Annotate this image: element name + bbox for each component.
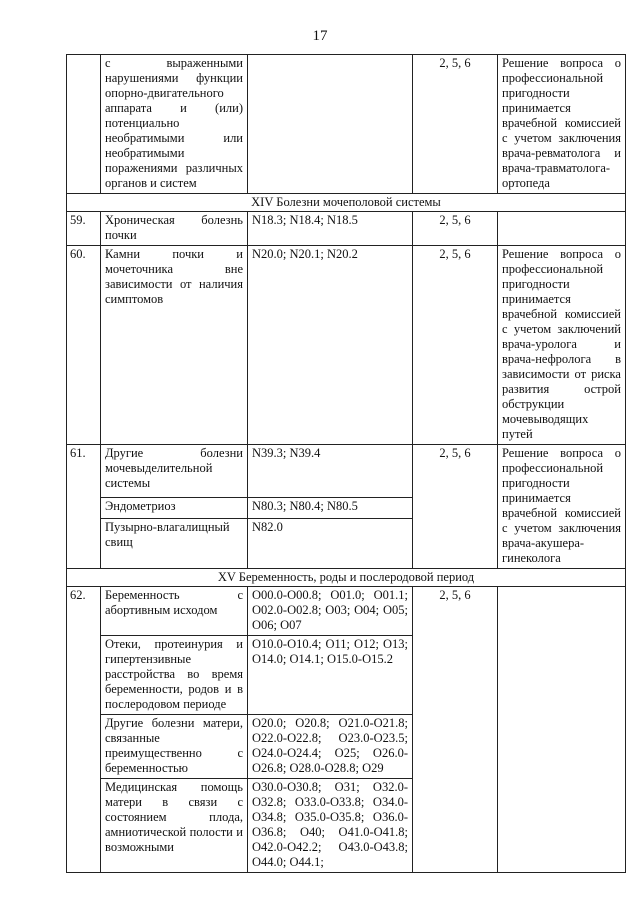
cell-disease: Медицинская помощь матери в связи с состоянием плода, амниотической полости и возможными: [101, 779, 248, 873]
disease-table: [66, 54, 626, 873]
cell-num: 60.: [67, 246, 101, 445]
table-row-61: [67, 445, 626, 498]
cell-params: 2, 5, 6: [413, 587, 498, 873]
cell-params: 2, 5, 6: [413, 212, 498, 246]
cell-codes: O30.0-O30.8; O31; O32.0-O32.8; O33.0-O33.8; O34.0-O34.8; O35.0-O35.8; O36.0-O36.8; O40; O41.0-O41.8; O42.0-O42.2; O43.0-O43.8; O44.0; O44.1;: [248, 779, 413, 873]
cell-num: [67, 55, 101, 194]
cell-codes: N80.3; N80.4; N80.5: [248, 498, 413, 519]
section-row-15: [67, 569, 626, 587]
cell-codes: N39.3; N39.4: [248, 445, 413, 498]
table-row-60: [67, 246, 626, 445]
section-title: XIV Болезни мочеполовой системы: [67, 194, 626, 212]
cell-note: Решение вопроса о профессиональной пригодности принимается врачебной комиссией с учетом заключения врача-акушера-гинеколога: [498, 445, 626, 569]
cell-codes: N82.0: [248, 519, 413, 569]
cell-params: 2, 5, 6: [413, 246, 498, 445]
section-title: XV Беременность, роды и послеродовой период: [67, 569, 626, 587]
page-number: 17: [312, 28, 328, 44]
cell-codes: [248, 55, 413, 194]
cell-note: [498, 212, 626, 246]
cell-note: [498, 587, 626, 873]
section-row-14: [67, 194, 626, 212]
cell-num: 61.: [67, 445, 101, 569]
cell-codes: O00.0-O00.8; O01.0; O01.1; O02.0-O02.8; O03; O04; O05; O06; O07: [248, 587, 413, 636]
cell-num: 59.: [67, 212, 101, 246]
cell-disease: Отеки, протеинурия и гипертензивные расстройства во время беременности, родов и в послеродовом периоде: [101, 636, 248, 715]
cell-params: 2, 5, 6: [413, 55, 498, 194]
cell-disease: Эндометриоз: [101, 498, 248, 519]
cell-params: 2, 5, 6: [413, 445, 498, 569]
cell-num: 62.: [67, 587, 101, 873]
cell-disease: Камни почки и мочеточника вне зависимости от наличия симптомов: [101, 246, 248, 445]
cell-disease: с выраженными нарушениями функции опорно-двигательного аппарата и (или) потенциально необратимыми или необратимыми поражениями различных органов и систем: [101, 55, 248, 194]
cell-note: Решение вопроса о профессиональной пригодности принимается врачебной комиссией с учетом заключений врача-уролога и врача-нефролога в зависимости от риска развития острой обструкции мочевыводящих путей: [498, 246, 626, 445]
table-row-continuation: [67, 55, 626, 194]
cell-codes: O10.0-O10.4; O11; O12; O13; O14.0; O14.1; O15.0-O15.2: [248, 636, 413, 715]
cell-codes: O20.0; O20.8; O21.0-O21.8; O22.0-O22.8; O23.0-O23.5; O24.0-O24.4; O25; O26.0-O26.8; O28.0-O28.8; O29: [248, 715, 413, 779]
cell-disease: Пузырно-влагалищный свищ: [101, 519, 248, 569]
cell-note: Решение вопроса о профессиональной пригодности принимается врачебной комиссией с учетом заключения врача-ревматолога и врача-травматолога-ортопеда: [498, 55, 626, 194]
cell-codes: N20.0; N20.1; N20.2: [248, 246, 413, 445]
cell-codes: N18.3; N18.4; N18.5: [248, 212, 413, 246]
cell-disease: Другие болезни матери, связанные преимущественно с беременностью: [101, 715, 248, 779]
table-row-59: [67, 212, 626, 246]
cell-disease: Хроническая болезнь почки: [101, 212, 248, 246]
cell-disease: Другие болезни мочевыделительной системы: [101, 445, 248, 498]
cell-disease: Беременность с абортивным исходом: [101, 587, 248, 636]
table-row-62: [67, 587, 626, 636]
